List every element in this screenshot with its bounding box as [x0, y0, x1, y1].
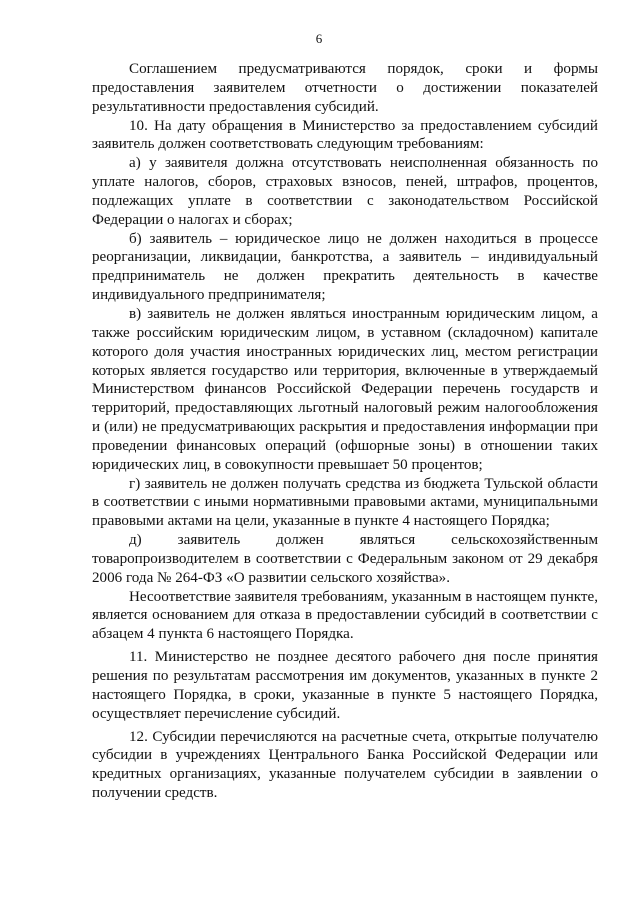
document-body	[92, 60, 598, 803]
paragraph-requirement-d: д) заявитель должен являться сельскохозяйственным товаропроизводителем в соответствии с Федеральным законом от 29 декабря 2006 года № 264-ФЗ «О развитии сельского хозяйства».	[92, 532, 598, 586]
paragraph-requirement-v: в) заявитель не должен являться иностранным юридическим лицом, а также российским юридическим лицом, в уставном (складочном) капитале которого доля участия иностранных юридических лиц, местом регистрации которых является государство или территория, включенные в утверждаемый Министерством финансов Российской Федерации перечень государств и территорий, предоставляющих льготный налоговый режим налогообложения и (или) не предусматривающих раскрытия и предоставления информации при проведении финансовых операций (офшорные зоны) в отношении таких юридических лиц, в совокупности превышает 50 процентов;	[92, 305, 598, 473]
paragraph-requirement-g: г) заявитель не должен получать средства из бюджета Тульской области в соответствии с иными нормативными правовыми актами, муниципальными правовыми актами на цели, указанные в пункте 4 настоящего Порядка;	[92, 475, 598, 530]
paragraph-requirement-a: а) у заявителя должна отсутствовать неисполненная обязанность по уплате налогов, сборов, страховых взносов, пеней, штрафов, процентов, подлежащих уплате в соответствии с законодательством Российской Федерации о налогах и сборах;	[92, 155, 598, 228]
paragraph-clause-10: 10. На дату обращения в Министерство за предоставлением субсидий заявитель должен соответствовать следующим требованиям:	[92, 117, 598, 153]
paragraph-noncompliance: Несоответствие заявителя требованиям, указанным в настоящем пункте, является основанием для отказа в предоставлении субсидий в соответствии с абзацем 4 пункта 6 настоящего Порядка.	[92, 588, 598, 643]
paragraph-clause-12: 12. Субсидии перечисляются на расчетные счета, открытые получателю субсидии в учреждениях Центрального Банка Российской Федерации или кредитных организациях, указанные получателем субсидии в заявлении о получении средств.	[92, 728, 598, 802]
paragraph-requirement-b: б) заявитель – юридическое лицо не должен находиться в процессе реорганизации, ликвидации, банкротства, а заявитель – индивидуальный предприниматель не должен прекратить деятельность в качестве индивидуального предпринимателя;	[92, 230, 598, 304]
page-number: 6	[315, 31, 323, 46]
paragraph-clause-11: 11. Министерство не позднее десятого рабочего дня после принятия решения по результатам рассмотрения им документов, указанных в пункте 2 настоящего Порядка, в сроки, указанные в пункте 5 настоящего Порядка, осуществляет перечисление субсидий.	[92, 649, 598, 722]
paragraph-agreement-reporting: Соглашением предусматриваются порядок, сроки и формы предоставления заявителем отчетности о достижении показателей результативности предоставления субсидий.	[92, 61, 598, 115]
